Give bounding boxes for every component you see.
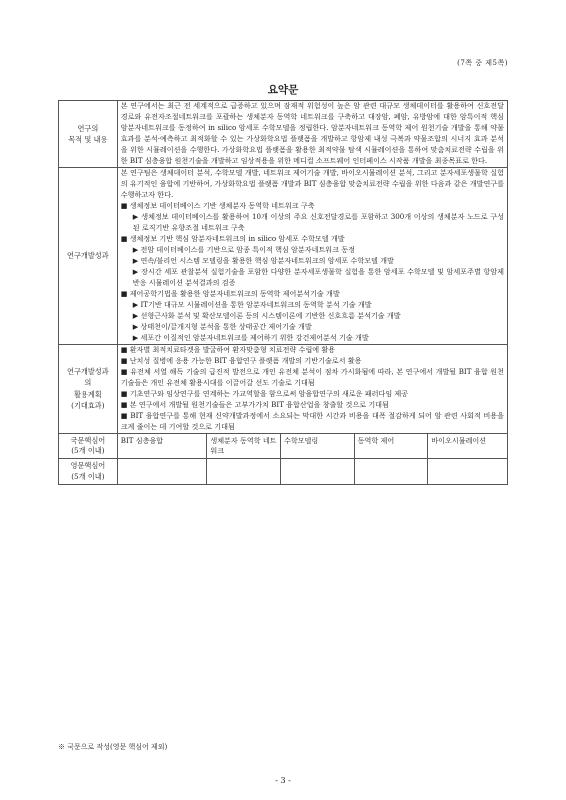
dev-item: ▶ 연속/불리언 시스템 모델링을 활용한 핵심 암분자네트워크의 암세포 수학모델 개발 xyxy=(132,255,394,265)
development-label: 연구개발성과 xyxy=(59,167,118,344)
dev-item: ▶ 선형근사화 분석 및 확산모델이론 등의 시스템이론에 기반한 신호흐름 분석기술 개발 xyxy=(132,310,401,320)
utilization-row xyxy=(59,344,508,433)
purpose-label-line1: 연구의 xyxy=(77,123,99,133)
utilization-label-line3: 활용계획 xyxy=(73,389,102,399)
english-keywords-label xyxy=(59,459,118,485)
title-bar xyxy=(58,78,508,101)
korean-keyword: 생체분자 동역학 네트워크 xyxy=(207,433,281,459)
purpose-label-line2: 목적 및 내용 xyxy=(68,134,108,144)
utilization-label-line1: 연구개발성과 xyxy=(67,367,109,377)
korean-keyword: 바이오시뮬레이션 xyxy=(428,433,508,459)
development-row xyxy=(59,167,508,344)
dev-item: ■ 생체정보 데이터베이스 기반 생체분자 동역학 네트워크 구축 xyxy=(120,200,315,210)
utilization-label-line2: 의 xyxy=(84,378,92,388)
util-item: ■ 기초연구와 임상연구를 연계하는 가교역할을 함으로써 암융합연구의 새로운 패러다임 제공 xyxy=(120,388,409,398)
korean-keyword: BIT 심층융합 xyxy=(117,433,207,459)
dev-item: ■ 제어공학기법을 활용한 암분자네트워크의 동역학 제어분석기술 개발 xyxy=(120,288,340,298)
purpose-row xyxy=(59,101,508,168)
development-items xyxy=(121,201,504,344)
util-item: ■ 유전체 서열 해독 기술의 급진적 발전으로 개인 유전체 분석이 점차 가시화됨에 따라, 본 연구에서 개발될 BIT 융합 원천기술들은 개인 유전체 활용시대를 이끌어갈 선도 기술로 기대됨 xyxy=(120,366,504,387)
korean-keywords-label-line1: 국문핵심어 xyxy=(70,435,106,445)
purpose-label xyxy=(59,101,118,168)
purpose-content xyxy=(117,101,507,168)
purpose-text: 본 연구에서는 최근 전 세계적으로 급증하고 있으며 잠재적 위험성이 높은 암 관련 대규모 생체데이터를 활용하여 신호전달경로와 유전자조절네트워크를 포괄하는 생체분자 동역학 네트워크를 구축하고 대장암, 폐암, 유방암에 대한 암특이적 핵심 암분자네트워크를 동정하여 in silico 암세포 수학모델을 정립한다. 암분자네트워크 동역학 제어 원천기술 개발을 통해 약물효과를 분석·예측하고 최적화할 수 있는 가상화학요법 플랫폼을 개발하고 항암제 내성 극복과 약물조합의 시너지 효과 분석을 위한 시뮬레이션을 수행한다. 가상화학요법 플랫폼을 활용한 최적약물 탐색 시뮬레이션을 통하여 맞춤치료전략 수립을 위한 BIT 심층융합 원천기술을 개발하고 임상적용을 위한 메디컬 소프트웨어 인터페이스 시작품 개발을 최종목표로 한다. xyxy=(120,101,504,165)
korean-keywords-row xyxy=(59,433,508,459)
page-title: 요약문 xyxy=(267,84,299,96)
dev-item: ■ 생체정보 기반 핵심 암분자네트워크의 in silico 암세포 수학모델 개발 xyxy=(120,233,345,243)
util-item: ■ BIT 융합연구를 통해 현재 신약개발과정에서 소요되는 막대한 시간과 비용을 대폭 절감하게 되어 암 관련 사회적 비용을 크게 줄이는 데 기여할 것으로 기대됨 xyxy=(120,410,504,431)
utilization-label-line4: (기대효과) xyxy=(71,400,105,410)
english-keyword xyxy=(207,459,281,485)
dev-item: ▶ IT기반 대규모 시뮬레이션을 통한 암분자네트워크의 동역학 분석 기술 개발 xyxy=(132,299,372,309)
util-item: ■ 난치성 질병에 응용 가능한 BIT 융합연구 플랫폼 개발의 기반기술로서 활용 xyxy=(120,355,362,365)
utilization-content xyxy=(117,344,507,433)
dev-item: ▶ 세포간 이질적인 암분자네트워크를 제어하기 위한 강건제어분석 기술 개발 xyxy=(132,332,369,342)
korean-keywords-label-line2: (5개 이내) xyxy=(71,445,105,455)
utilization-label xyxy=(59,344,118,433)
summary-table xyxy=(58,100,508,485)
util-item: ■ 본 연구에서 개발될 원천기술들은 고부가가치 BIT 융합산업을 창출할 것으로 기대됨 xyxy=(120,399,389,409)
english-keyword xyxy=(354,459,428,485)
page-number: - 3 - xyxy=(275,776,291,785)
page-indicator: (7쪽 중 제5쪽) xyxy=(457,59,508,67)
english-keywords-label-line2: (5개 이내) xyxy=(71,471,105,481)
dev-item: ▶ 장시간 세포 관찰분석 실험기술을 포함한 다양한 분자세포생물학 실험을 통한 암세포 수학모델 및 암세포주별 항암제 반응 시뮬레이션 분석결과의 검증 xyxy=(132,266,504,287)
korean-keyword: 동역학 제어 xyxy=(354,433,428,459)
korean-keyword: 수학모델링 xyxy=(281,433,355,459)
english-keyword xyxy=(428,459,508,485)
dev-item: ▶ 전암 데이터베이스를 기반으로 암종 특이적 핵심 암분자네트워크 동정 xyxy=(132,244,355,254)
english-keywords-row xyxy=(59,459,508,485)
english-keyword xyxy=(281,459,355,485)
english-keyword xyxy=(117,459,207,485)
english-keywords-label-line1: 영문핵심어 xyxy=(70,461,106,471)
development-content xyxy=(117,167,507,344)
dev-item: ▶ 생체정보 데이터베이스를 활용하여 10개 이상의 주요 신호전달경로를 포함하고 300개 이상의 생체분자 노드로 구성된 로직기반 유향조절 네트워크 구축 xyxy=(132,211,504,232)
korean-keywords-label xyxy=(59,433,118,459)
util-item: ■ 환자별 최적치료타겟을 발굴하여 환자맞춤형 치료전략 수립에 활용 xyxy=(120,344,336,354)
development-intro: 본 연구팀은 생체데이터 분석, 수학모델 개발, 네트워크 제어기술 개발, 바이오시뮬레이션 분석, 그리고 분자세포생물학 실험의 유기적인 융합에 기반하여, 가상화학요법 플랫폼 개발과 BIT 심층융합 맞춤치료전략 수립을 위한 다음과 같은 개발연구를 수행하고자 한다. xyxy=(120,167,504,199)
dev-item: ▶ 상태천이/끌개지형 분석을 통한 상태공간 제어기술 개발 xyxy=(132,321,312,331)
footnote: ※ 국문으로 작성(영문 핵심어 제외) xyxy=(58,743,168,751)
